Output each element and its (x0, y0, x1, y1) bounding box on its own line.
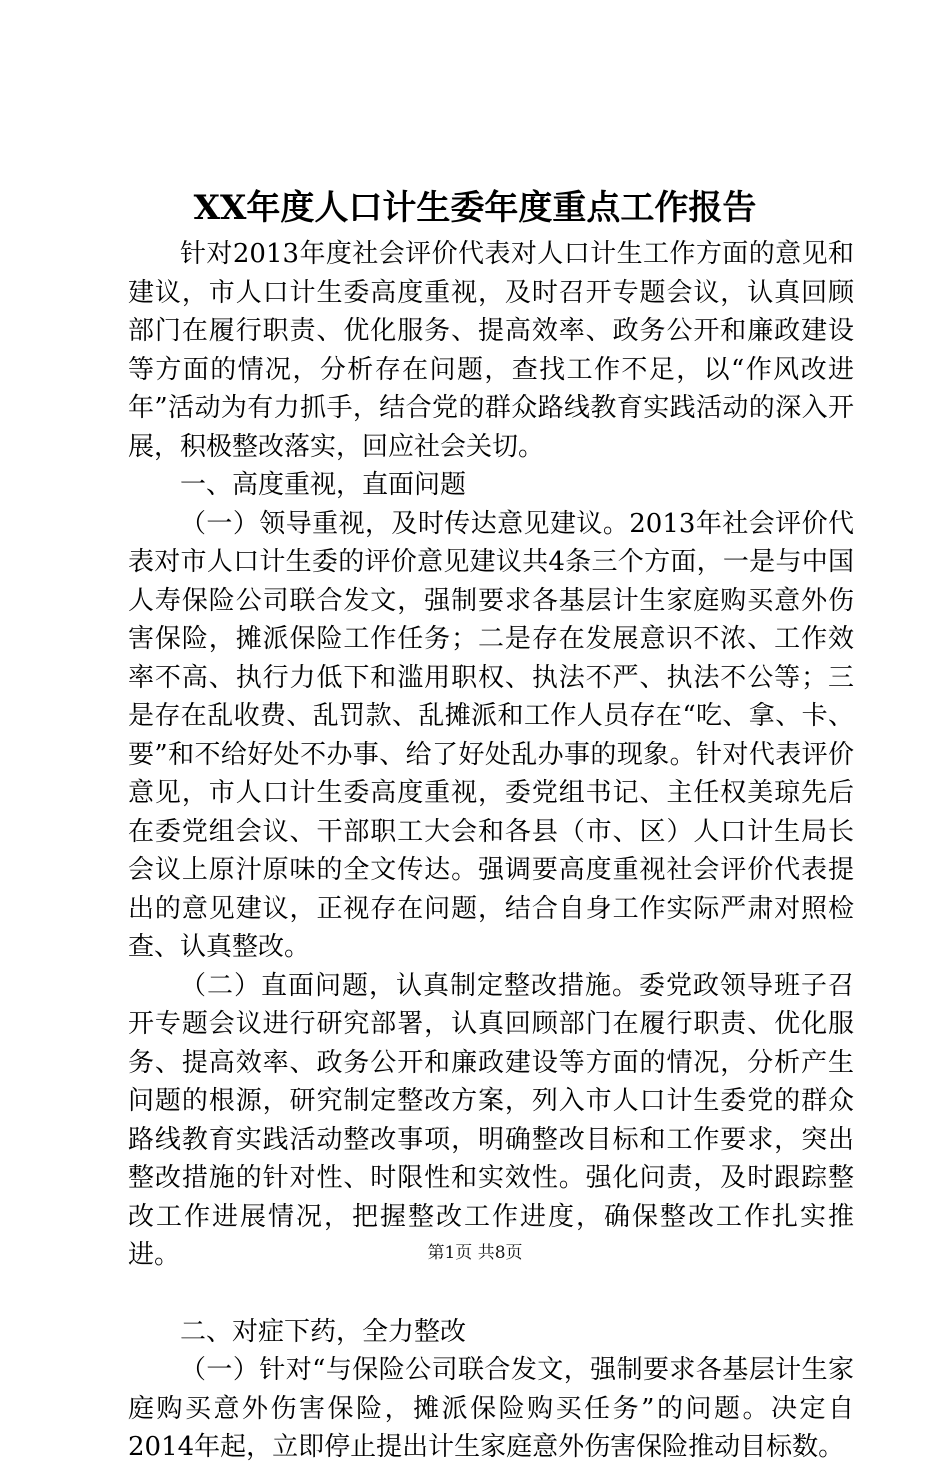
document-body (128, 235, 854, 1467)
page-footer: 第1页 共8页 (427, 1243, 523, 1263)
section-1-item-1: （一）领导重视，及时传达意见建议。2013年社会评价代表对市人口计生委的评价意见建议共4条三个方面，一是与中国人寿保险公司联合发文，强制要求各基层计生家庭购买意外伤害保险，摊派保险工作任务；二是存在发展意识不浓、工作效率不高、执行力低下和滥用职权、执法不严、执法不公等；三是存在乱收费、乱罚款、乱摊派和工作人员存在“吃、拿、卡、要”和不给好处不办事、给了好处乱办事的现象。针对代表评价意见，市人口计生委高度重视，委党组书记、主任权美琼先后在委党组会议、干部职工大会和各县（市、区）人口计生局长会议上原汁原味的全文传达。强调要高度重视社会评价代表提出的意见建议，正视存在问题，结合自身工作实际严肃对照检查、认真整改。 (128, 508, 854, 962)
intro-paragraph: 针对2013年度社会评价代表对人口计生工作方面的意见和建议，市人口计生委高度重视，及时召开专题会议，认真回顾部门在履行职责、优化服务、提高效率、政务公开和廉政建设等方面的情况，分析存在问题，查找工作不足，以“作风改进年”活动为有力抓手，结合党的群众路线教育实践活动的深入开展，积极整改落实，回应社会关切。 (128, 239, 854, 462)
section-2-heading: 二、对症下药，全力整改 (180, 1316, 467, 1347)
paragraph-spacer (128, 1275, 854, 1313)
section-2-item-1: （一）针对“与保险公司联合发文，强制要求各基层计生家庭购买意外伤害保险，摊派保险购买任务”的问题。决定自2014年起，立即停止提出计生家庭意外伤害保险推动目标数。 (128, 1355, 854, 1462)
section-1-heading: 一、高度重视，直面问题 (180, 470, 467, 500)
document-title: XX年度人口计生委年度重点工作报告 (193, 188, 757, 228)
section-1-item-2: （二）直面问题，认真制定整改措施。委党政领导班子召开专题会议进行研究部署，认真回顾部门在履行职责、优化服务、提高效率、政务公开和廉政建设等方面的情况，分析产生问题的根源，研究制定整改方案，列入市人口计生委党的群众路线教育实践活动整改事项，明确整改目标和工作要求，突出整改措施的针对性、时限性和实效性。强化问责，及时跟踪整改工作进展情况，把握整改工作进度，确保整改工作扎实推进。 (128, 970, 854, 1270)
